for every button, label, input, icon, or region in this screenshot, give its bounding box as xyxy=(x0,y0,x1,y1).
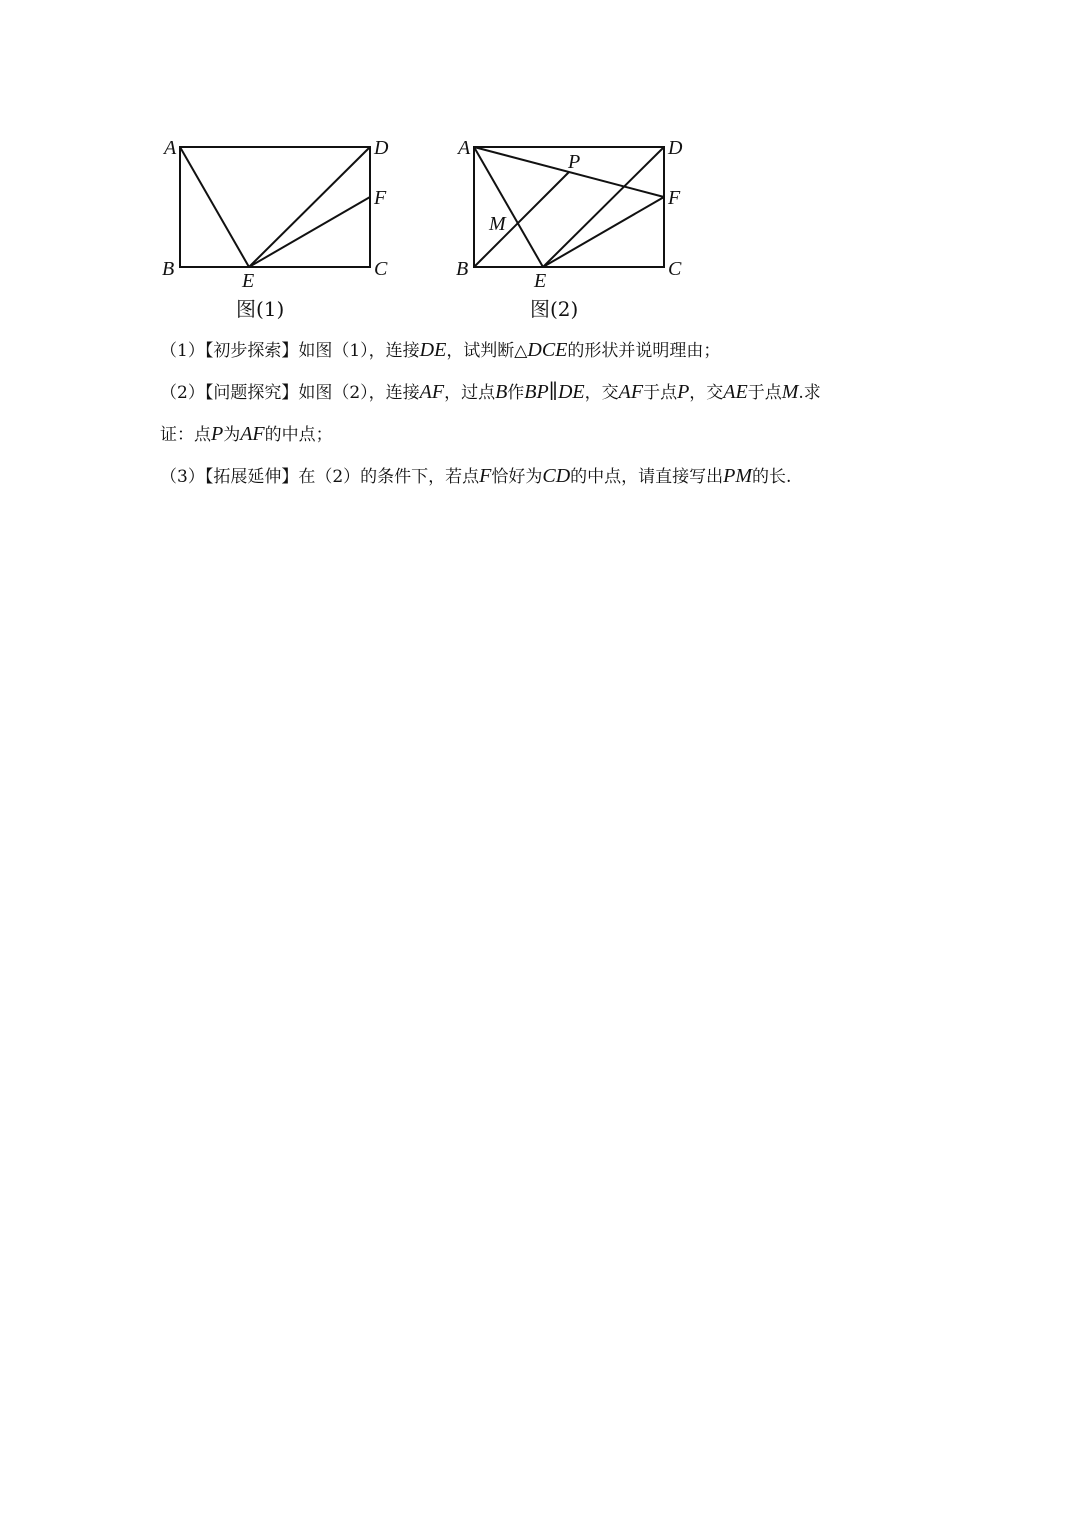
label-f: F xyxy=(374,187,387,209)
label-p: P xyxy=(568,151,581,173)
q3-mid1: 恰好为 xyxy=(491,467,543,487)
q2-math-af-2: AF xyxy=(618,381,644,403)
q2-end: .求 xyxy=(798,383,821,403)
label-a: A xyxy=(164,137,177,159)
segment-ae xyxy=(180,147,249,267)
figure-2-caption: 图(2) xyxy=(530,297,579,321)
q3-mid2: 的中点，请直接写出 xyxy=(570,467,724,487)
label-e: E xyxy=(534,270,547,292)
label-c: C xyxy=(668,258,682,280)
q2-mid3: ，交 xyxy=(584,383,619,403)
label-b: B xyxy=(456,258,469,280)
q3-math-f: F xyxy=(479,465,492,487)
q1-tail: 的形状并说明理由； xyxy=(567,341,721,361)
question-2-line-1 xyxy=(160,372,940,414)
q1-prefix: （1）【初步探索】如图（1），连接 xyxy=(160,341,420,361)
q2-line2-mid: 为 xyxy=(223,425,241,445)
q2-mid2: 作 xyxy=(507,383,525,403)
figure-1-caption: 图(1) xyxy=(236,297,285,321)
question-2-line-2 xyxy=(160,414,940,456)
question-1 xyxy=(160,330,940,372)
q1-mid: ，试判断△ xyxy=(446,341,528,361)
q2-prefix: （2）【问题探究】如图（2），连接 xyxy=(160,383,420,403)
label-b: B xyxy=(162,258,175,280)
figure-2 xyxy=(444,130,704,330)
q2-math-m: M xyxy=(781,381,799,403)
q2-line2-math-af: AF xyxy=(240,423,265,445)
question-list xyxy=(160,330,940,498)
q2-math-af: AF xyxy=(419,381,445,403)
q3-math-pm: PM xyxy=(723,465,753,487)
label-e: E xyxy=(242,270,255,292)
q2-line2-math-p: P xyxy=(211,423,224,445)
label-f: F xyxy=(668,187,681,209)
label-m: M xyxy=(489,213,506,235)
q2-mid1: ，过点 xyxy=(444,383,496,403)
q1-math-dce: DCE xyxy=(527,339,568,361)
q2-math-ae: AE xyxy=(723,381,748,403)
q2-math-b: B xyxy=(495,381,508,403)
q3-math-cd: CD xyxy=(542,465,571,487)
q2-line2-prefix: 证：点 xyxy=(160,425,211,445)
q1-math-de: DE xyxy=(419,339,447,361)
question-3 xyxy=(160,456,940,498)
q3-prefix: （3）【拓展延伸】在（2）的条件下，若点 xyxy=(160,467,480,487)
q3-tail: 的长. xyxy=(752,467,792,487)
label-a: A xyxy=(458,137,471,159)
rectangle-abcd xyxy=(180,147,370,267)
q2-math-p: P xyxy=(677,381,690,403)
label-c: C xyxy=(374,258,388,280)
q2-math-bp-parallel-de: BP∥DE xyxy=(524,381,585,403)
label-d: D xyxy=(668,137,683,159)
figure-1 xyxy=(150,130,410,330)
q2-mid4: 于点 xyxy=(643,383,678,403)
q2-mid5: ，交 xyxy=(689,383,724,403)
q2-mid6: 于点 xyxy=(747,383,782,403)
label-d: D xyxy=(374,137,389,159)
q2-line2-tail: 的中点； xyxy=(264,425,333,445)
